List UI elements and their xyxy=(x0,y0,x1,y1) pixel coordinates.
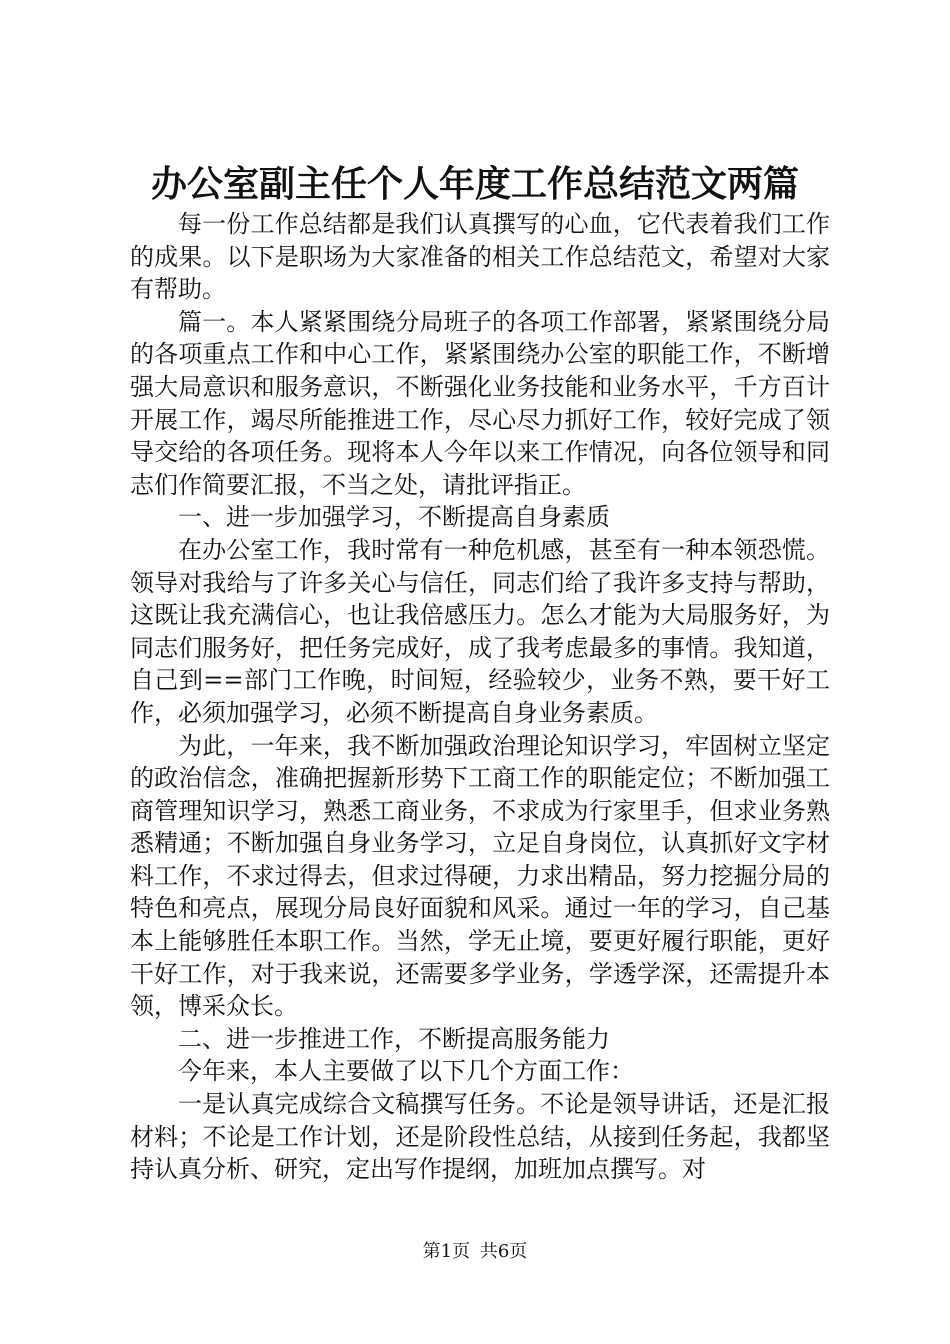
page-footer xyxy=(0,1240,950,1264)
paragraph-part-one: 篇一。本人紧紧围绕分局班子的各项工作部署，紧紧围绕分局的各项重点工作和中心工作，紧紧围绕办公室的职能工作，不断增强大局意识和服务意识，不断强化业务技能和业务水平，千方百计开展工作，竭尽所能推进工作，尽心尽力抓好工作，较好完成了领导交给的各项任务。现将本人今年以来工作情况，向各位领导和同志们作简要汇报，不当之处，请批评指正。 xyxy=(130,307,830,499)
page-number: 第1页 xyxy=(422,1241,471,1262)
document-title: 办公室副主任个人年度工作总结范文两篇 xyxy=(150,163,799,205)
paragraph-study-1: 在办公室工作，我时常有一种危机感，甚至有一种本领恐慌。领导对我给与了许多关心与信任，同志们给了我许多支持与帮助，这既让我充满信心，也让我倍感压力。怎么才能为大局服务好，为同志们服务好，把任务完成好，成了我考虑最多的事情。我知道，自己到==部门工作晚，时间短，经验较少，业务不熟，要干好工作，必须加强学习，必须不断提高自身业务素质。 xyxy=(130,535,830,727)
paragraph-study-2: 为此，一年来，我不断加强政治理论知识学习，牢固树立坚定的政治信念，准确把握新形势下工商工作的职能定位；不断加强工商管理知识学习，熟悉工商业务，不求成为行家里手，但求业务熟悉精通；不断加强自身业务学习，立足自身岗位，认真抓好文字材料工作，不求过得去，但求过得硬，力求出精品，努力挖掘分局的特色和亮点，展现分局良好面貌和风采。通过一年的学习，自己基本上能够胜任本职工作。当然，学无止境，要更好履行职能，更好干好工作，对于我来说，还需要多学业务，学透学深，还需提升本领，博采众长。 xyxy=(130,731,830,1021)
paragraph-service-1: 一是认真完成综合文稿撰写任务。不论是领导讲话，还是汇报材料；不论是工作计划，还是阶段性总结，从接到任务起，我都坚持认真分析、研究，定出写作提纲，加班加点撰写。对 xyxy=(130,1090,830,1184)
page-total: 共6页 xyxy=(479,1241,528,1262)
paragraph-service-intro: 今年来，本人主要做了以下几个方面工作： xyxy=(178,1057,634,1086)
paragraph-intro: 每一份工作总结都是我们认真撰写的心血，它代表着我们工作的成果。以下是职场为大家准备的相关工作总结范文，希望对大家有帮助。 xyxy=(130,210,830,304)
document-body xyxy=(130,208,830,1186)
section-heading-study: 一、进一步加强学习，不断提高自身素质 xyxy=(178,503,610,532)
section-heading-service: 二、进一步推进工作，不断提高服务能力 xyxy=(178,1024,610,1053)
